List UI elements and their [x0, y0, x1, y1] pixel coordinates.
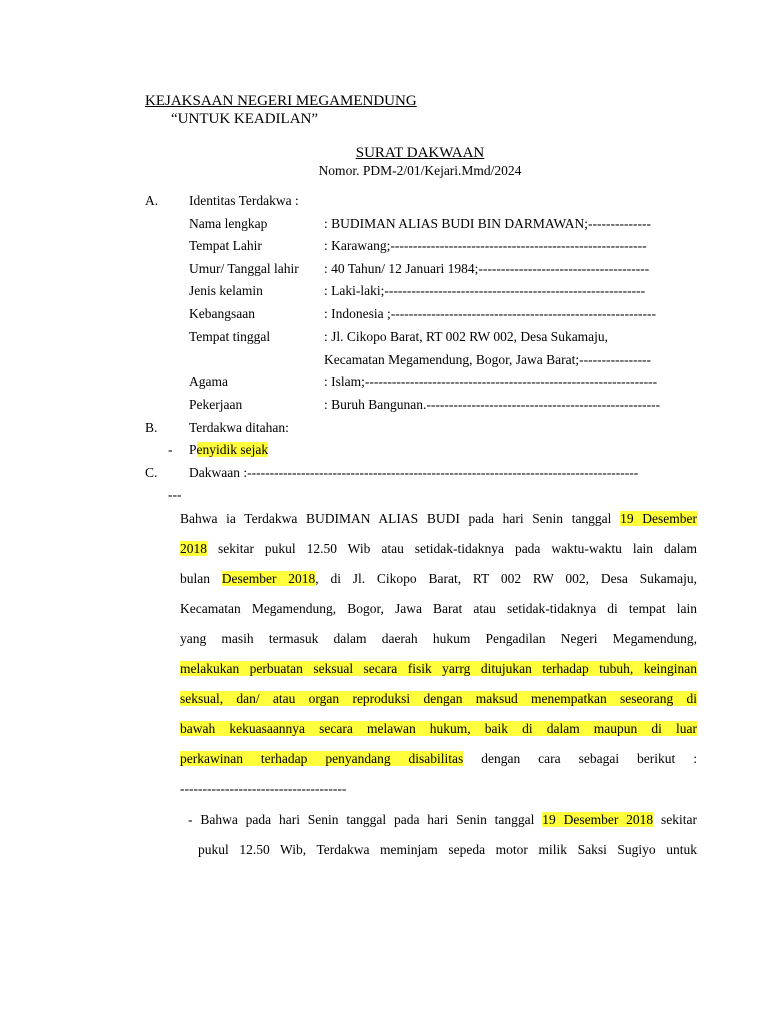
section-c-heading-cont: ---	[168, 487, 182, 502]
field-value: : Buruh Bangunan.----------------------------------------------------	[324, 397, 661, 412]
paragraph-line	[180, 541, 697, 557]
paragraph-dashes: -------------------------------------	[180, 781, 347, 796]
paragraph-line: yang masih termasuk dalam daerah hukum Pengadilan Negeri Megamendung,	[180, 631, 697, 646]
text-span: bulan	[180, 571, 222, 586]
field-value: : Laki-laki;----------------------------------------------------------	[324, 283, 646, 298]
office-motto: “UNTUK KEADILAN”	[171, 111, 319, 127]
paragraph-line	[180, 571, 697, 587]
field-label: Agama	[189, 374, 228, 389]
text-span: sekitar	[653, 812, 697, 827]
field-row-age	[0, 261, 768, 283]
paragraph-line	[188, 812, 697, 828]
field-value: : Jl. Cikopo Barat, RT 002 RW 002, Desa Sukamaju,	[324, 329, 609, 344]
highlighted-year: 2018	[180, 541, 207, 556]
text-span: , di Jl. Cikopo Barat, RT 002 RW 002, Desa Sukamaju,	[315, 571, 697, 586]
highlighted-text: perkawinan terhadap penyandang disabilitas	[180, 751, 464, 766]
field-row-name	[0, 216, 768, 238]
section-c-marker: C.	[145, 465, 158, 480]
field-value: : Karawang;---------------------------------------------------------	[324, 238, 647, 253]
field-value: : BUDIMAN ALIAS BUDI BIN DARMAWAN;--------------	[324, 216, 651, 231]
field-value: : 40 Tahun/ 12 Januari 1984;--------------------------------------	[324, 261, 650, 276]
highlighted-text: bawah kekuasaannya secara melawan hukum, baik di dalam maupun di luar	[180, 721, 697, 736]
highlighted-date: 19 Desember	[620, 511, 697, 526]
section-b-heading: Terdakwa ditahan:	[189, 420, 289, 435]
detention-item	[189, 442, 268, 458]
field-value-continued: Kecamatan Megamendung, Bogor, Jawa Barat;----------------	[324, 352, 652, 367]
paragraph-line	[180, 661, 697, 677]
field-value: : Indonesia ;-----------------------------------------------------------	[324, 306, 656, 321]
section-b-marker: B.	[145, 420, 158, 435]
detention-item-first: P	[189, 442, 197, 457]
highlighted-month: Desember 2018	[221, 571, 316, 586]
field-row-occupation	[0, 397, 768, 419]
field-label: Kebangsaan	[189, 306, 255, 321]
paragraph-line	[180, 721, 697, 737]
field-label: Pekerjaan	[189, 397, 243, 412]
field-row-religion	[0, 374, 768, 396]
document-title: SURAT DAKWAAN	[355, 145, 485, 161]
field-label: Nama lengkap	[189, 216, 268, 231]
field-row-birthplace	[0, 238, 768, 260]
section-c-heading: Dakwaan :---------------------------------------------------------------------------------------	[189, 465, 639, 480]
field-row-gender	[0, 283, 768, 305]
text-span: - Bahwa pada hari Senin tanggal pada hari Senin tanggal	[188, 812, 543, 827]
list-dash: -	[168, 442, 173, 457]
office-name: KEJAKSAAN NEGERI MEGAMENDUNG	[145, 93, 417, 109]
paragraph-line	[180, 511, 697, 527]
highlighted-text: seksual, dan/ atau organ reproduksi dengan maksud menempatkan seseorang di	[180, 691, 697, 706]
field-label: Umur/ Tanggal lahir	[189, 261, 299, 276]
field-value: : Islam;-----------------------------------------------------------------	[324, 374, 658, 389]
highlighted-text: melakukan perbuatan seksual secara fisik yarrg ditujukan terhadap tubuh, keinginan	[180, 661, 697, 676]
field-row-address-cont	[0, 352, 768, 374]
section-a-marker: A.	[145, 193, 159, 208]
field-row-nationality	[0, 306, 768, 328]
highlighted-date: 19 Desember 2018	[542, 812, 654, 827]
document-number: Nomor. PDM-2/01/Kejari.Mmd/2024	[318, 163, 522, 178]
field-row-address	[0, 329, 768, 351]
paragraph-line: Kecamatan Megamendung, Bogor, Jawa Barat atau setidak-tidaknya di tempat lain	[180, 601, 697, 616]
text-span: sekitar pukul 12.50 Wib atau setidak-tidaknya pada waktu-waktu lain dalam	[207, 541, 697, 556]
section-a-heading: Identitas Terdakwa :	[189, 193, 299, 208]
paragraph-line	[180, 751, 697, 767]
text-span: dengan cara sebagai berikut :	[463, 751, 697, 766]
field-label: Tempat Lahir	[189, 238, 262, 253]
paragraph-line: pukul 12.50 Wib, Terdakwa meminjam sepeda motor milik Saksi Sugiyo untuk	[198, 842, 697, 857]
field-label: Jenis kelamin	[189, 283, 263, 298]
text-span: Bahwa ia Terdakwa BUDIMAN ALIAS BUDI pada hari Senin tanggal	[180, 511, 612, 526]
field-label: Tempat tinggal	[189, 329, 271, 344]
paragraph-line	[180, 691, 697, 707]
detention-item-rest: enyidik sejak	[196, 442, 269, 457]
